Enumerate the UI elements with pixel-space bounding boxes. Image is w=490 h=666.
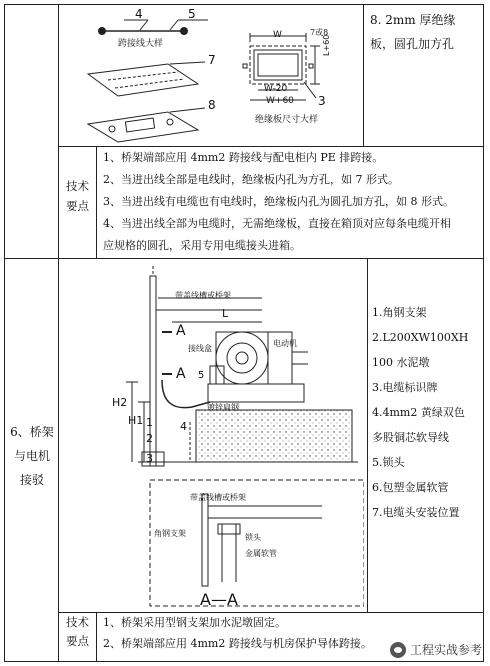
section-tray-label: 带盖线槽或桥架	[190, 493, 246, 502]
junction-label: 接线盒	[188, 344, 212, 353]
mark-4: 4	[180, 420, 187, 433]
legend-item: 5.锁头	[372, 456, 405, 469]
watermark: 工程实战参考	[390, 641, 482, 658]
tech-point: 2、桥架端部应用 4mm2 跨接线与机房保护导体跨接。	[103, 637, 372, 650]
tray-motor-connection-diagram	[62, 262, 364, 612]
dim-w60: W+60	[266, 96, 294, 106]
mark-5: 5	[198, 370, 205, 381]
hose-label: 金属软管	[245, 549, 277, 558]
tech-point: 3、当进出线有电缆也有电线时，绝缘板内孔为圆孔加方孔，如 8 形式。	[103, 195, 454, 208]
dim-w20: W-20	[264, 84, 288, 94]
top-tech-label: 技术 要点	[66, 179, 89, 213]
dim-thickness: 7或8	[310, 28, 329, 37]
tech-point: 应规格的圆孔，采用专用电缆接头进箱。	[103, 239, 301, 252]
legend-item: 1.角钢支架	[372, 306, 427, 319]
section-title: A—A	[200, 590, 238, 609]
legend-item: 4.4mm2 黄绿双色	[372, 406, 465, 419]
mark-l: L	[222, 307, 229, 320]
tech-point: 1、桥架采用型钢支架加水泥墩固定。	[103, 616, 286, 629]
wechat-icon	[390, 642, 406, 658]
callout-4: 4	[135, 7, 143, 21]
jumper-and-plate-diagram	[60, 6, 410, 144]
tech-point: 2、当进出线全部是电线时，绝缘板内孔为方孔，如 7 形式。	[103, 173, 399, 186]
dim-w: W	[273, 30, 282, 40]
tech-point: 4、当进出线全部为电缆时，无需绝缘板，直接在箱顶对应每条电缆开相	[103, 217, 451, 230]
legend-item: 6.包塑金属软管	[372, 481, 449, 494]
legend-item: 2.L200XW100XH	[372, 331, 469, 344]
legend	[372, 300, 480, 525]
legend-item: 3.电缆标识牌	[372, 381, 438, 394]
legend-item: 7.电缆头安装位置	[372, 506, 460, 519]
callout-3: 3	[318, 94, 326, 108]
top-tech-points	[103, 147, 478, 257]
mark-2: 2	[146, 432, 153, 445]
callout-5: 5	[188, 7, 196, 21]
mark-a-top: A	[176, 323, 186, 339]
mark-a-mid: A	[176, 366, 186, 382]
dim-l60: L+60	[322, 34, 331, 56]
tech-point: 1、桥架端部应用 4mm2 跨接线与配电柜内 PE 排跨接。	[103, 151, 384, 164]
mark-1: 1	[146, 416, 153, 429]
row-label: 6、桥架 与电机 接驳	[10, 425, 54, 487]
legend-item: 多股铜芯软导线	[372, 431, 449, 444]
plate-title: 绝缘板尺寸大样	[255, 115, 319, 125]
mark-h1: H1	[128, 414, 144, 427]
legend-item: 100 水泥墩	[372, 356, 430, 369]
mark-h2: H2	[112, 396, 128, 409]
motor-label: 电动机	[273, 339, 297, 348]
bottom-tech-points	[103, 612, 403, 654]
mark-3: 3	[146, 452, 153, 465]
callout-8: 8	[208, 98, 216, 112]
jumper-label: 跨接线大样	[118, 39, 164, 49]
callout-7: 7	[208, 53, 216, 67]
tray-label: 带盖线槽或桥架	[175, 291, 231, 300]
pipe-label: 镀锌扁钢	[207, 403, 239, 412]
bottom-tech-label: 技术 要点	[66, 615, 89, 648]
bracket-label: 角钢支架	[154, 529, 186, 538]
lock-label: 锁头	[245, 533, 261, 542]
top-side-note: 8. 2mm 厚绝缘板，圆孔加方孔	[370, 13, 456, 51]
